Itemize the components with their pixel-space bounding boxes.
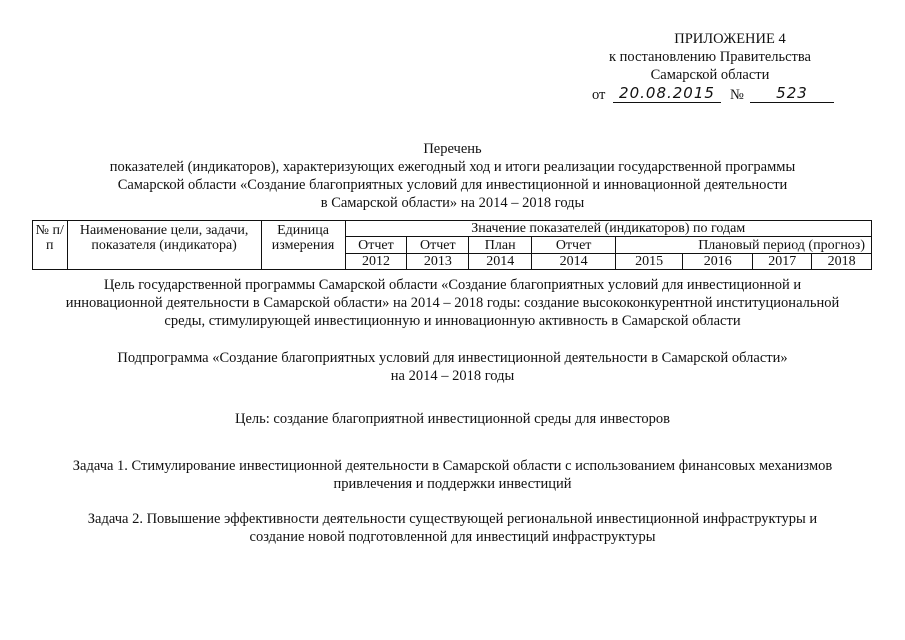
year-value-3: 2014 <box>469 254 532 270</box>
title-line-4: в Самарской области» на 2014 – 2018 годы <box>320 195 585 211</box>
col-header-unit: Единица измерения <box>261 221 345 270</box>
indicators-table <box>32 220 872 270</box>
task-2-line-2: создание новой подготовленной для инвестиций инфраструктуры <box>249 529 656 545</box>
subprogram-title <box>0 349 905 385</box>
year-label-2: Отчет <box>407 237 469 254</box>
col-header-name: Наименование цели, задачи, показателя (индикатора) <box>67 221 261 270</box>
year-value-2: 2013 <box>407 254 469 270</box>
handwritten-date: 20.08.2015 <box>613 84 721 103</box>
year-label-1: Отчет <box>345 237 407 254</box>
handwritten-number: 523 <box>750 84 834 103</box>
task-1 <box>0 457 905 493</box>
program-goal-line-3: среды, стимулирующей инвестиционную и инновационную активность в Самарской области <box>164 313 741 329</box>
subprogram-line-1: Подпрограмма «Создание благоприятных условий для инвестиционной деятельности в Самарской области» <box>117 350 788 366</box>
title-line-3: Самарской области «Создание благоприятных условий для инвестиционной и инновационной деятельности <box>117 177 788 193</box>
title-line-1: Перечень <box>423 141 482 157</box>
number-label: № <box>730 87 744 103</box>
task-1-line-1: Задача 1. Стимулирование инвестиционной деятельности в Самарской области с использованием финансовых механизмов <box>72 458 833 474</box>
document-title <box>0 140 905 212</box>
appendix-date-line <box>560 84 860 104</box>
col-header-number: № п/п <box>33 221 68 270</box>
planned-year-1: 2015 <box>616 254 683 270</box>
subprogram-goal: Цель: создание благоприятной инвестиционной среды для инвесторов <box>234 411 671 427</box>
title-line-2: показателей (индикаторов), характеризующих ежегодный ход и итоги реализации государственной программы <box>109 159 796 175</box>
year-label-4: Отчет <box>532 237 616 254</box>
subprogram-line-2: на 2014 – 2018 годы <box>390 368 515 384</box>
year-value-1: 2012 <box>345 254 407 270</box>
planned-year-2: 2016 <box>683 254 753 270</box>
year-value-4: 2014 <box>532 254 616 270</box>
planned-year-4: 2018 <box>812 254 872 270</box>
program-goal-line-2: инновационной деятельности в Самарской области» на 2014 – 2018 годы: создание высококонкурентной институциональной <box>65 295 840 311</box>
program-goal <box>0 276 905 330</box>
appendix-title: ПРИЛОЖЕНИЕ 4 <box>674 31 786 47</box>
col-header-values: Значение показателей (индикаторов) по годам <box>345 221 872 237</box>
program-goal-line-1: Цель государственной программы Самарской области «Создание благоприятных условий для инвестиционной и <box>103 277 802 293</box>
appendix-region-line: Самарской области <box>650 67 770 83</box>
appendix-decree-line: к постановлению Правительства <box>609 49 811 65</box>
appendix-header <box>560 30 860 104</box>
planned-year-3: 2017 <box>753 254 812 270</box>
from-label: от <box>592 87 606 103</box>
planned-period-label: Плановый период (прогноз) <box>616 237 872 254</box>
task-1-line-2: привлечения и поддержки инвестиций <box>333 476 572 492</box>
task-2 <box>0 510 905 546</box>
task-2-line-1: Задача 2. Повышение эффективности деятельности существующей региональной инвестиционной инфраструктуры и <box>87 511 818 527</box>
year-label-3: План <box>469 237 532 254</box>
